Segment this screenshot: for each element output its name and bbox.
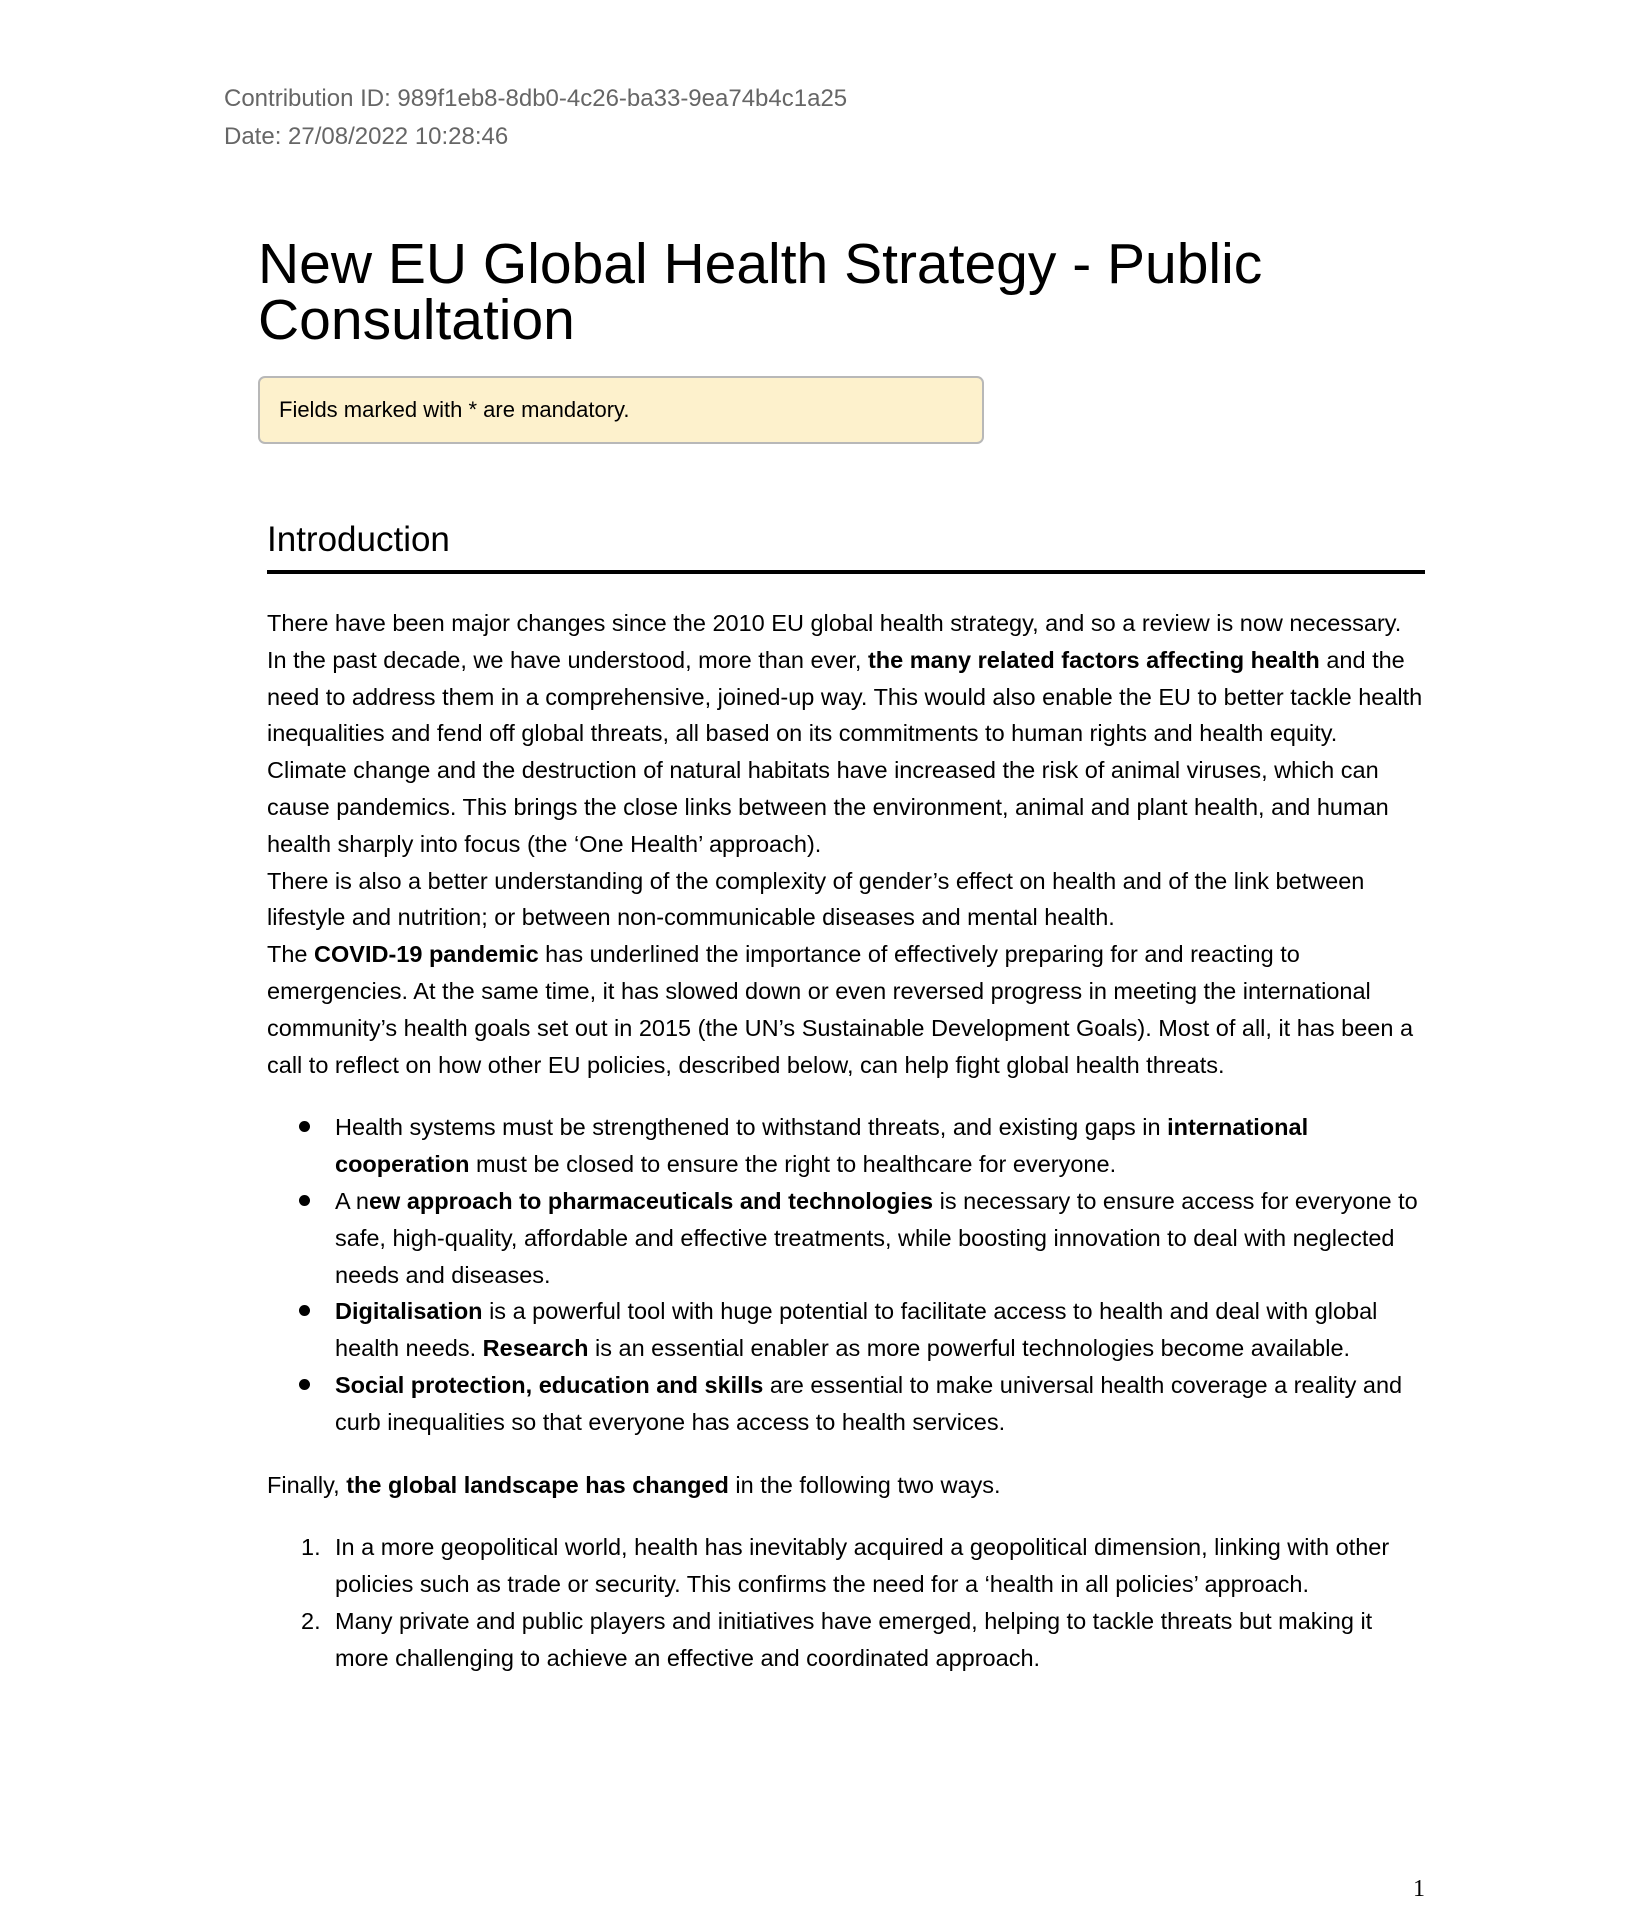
bullet-icon	[299, 1195, 310, 1206]
contribution-meta	[224, 80, 847, 156]
bullet-icon	[299, 1305, 310, 1316]
list-number: 2.	[301, 1607, 321, 1634]
bullet-icon	[299, 1379, 310, 1390]
list-item	[267, 1367, 1427, 1441]
intro-paragraph-5	[267, 936, 1427, 1083]
list-number: 1.	[301, 1534, 321, 1561]
intro-paragraph-3: Climate change and the destruction of natural habitats have increased the risk of animal viruses, which can cause pandemics. This brings the close links between the environment, animal and plant health, and human health sharply into focus (the ‘One Health’ approach).	[267, 757, 1389, 857]
bullet-2-emphasis: ew approach to pharmaceuticals and technologies	[368, 1187, 934, 1214]
bullet-1-text-c: must be closed to ensure the right to healthcare for everyone.	[469, 1151, 1117, 1178]
list-item	[267, 1183, 1427, 1293]
numbered-item-text: Many private and public players and initiatives have emerged, helping to tackle threats but making it more challenging to achieve an effective and coordinated approach.	[335, 1607, 1373, 1671]
bullet-3-text-d: is an essential enabler as more powerful technologies become available.	[588, 1335, 1351, 1362]
bullet-3-emphasis-a: Digitalisation	[335, 1298, 483, 1325]
numbered-list	[267, 1529, 1427, 1676]
intro-p5-text-a: The	[267, 941, 315, 968]
finally-text-c: in the following two ways.	[728, 1471, 1001, 1498]
page-number: 1	[1413, 1876, 1425, 1902]
intro-p5-emphasis: COVID-19 pandemic	[314, 941, 539, 968]
bullet-list	[267, 1109, 1427, 1440]
contribution-date: Date: 27/08/2022 10:28:46	[224, 123, 509, 150]
page-title: New EU Global Health Strategy - Public Consultation	[258, 232, 1263, 352]
list-item	[267, 1603, 1427, 1677]
intro-paragraph-1: There have been major changes since the 2010 EU global health strategy, and so a review is now necessary.	[267, 610, 1402, 636]
intro-p2-emphasis: the many related factors affecting health	[867, 646, 1320, 673]
introduction-body	[267, 605, 1427, 1677]
mandatory-fields-notice: Fields marked with * are mandatory.	[258, 376, 984, 444]
finally-text-a: Finally,	[267, 1471, 347, 1498]
bullet-1-text-a: Health systems must be strengthened to withstand threats, and existing gaps in	[335, 1114, 1168, 1141]
intro-p2-text-c: and the need to address them in a comprehensive, joined-up way. This would also enable the EU to better tackle health inequalities and fend off global threats, all based on its commitments to human rights and health equity.	[267, 646, 1423, 747]
list-item	[267, 1293, 1427, 1367]
intro-paragraph-4: There is also a better understanding of the complexity of gender’s effect on health and of the link between lifestyle and nutrition; or between non-communicable diseases and mental health.	[267, 867, 1365, 931]
bullet-2-text-c: is necessary to ensure access for everyone to safe, high-quality, affordable and effective treatments, while boosting innovation to deal with neglected needs and diseases.	[335, 1187, 1418, 1288]
bullet-1-emphasis: international cooperation	[335, 1114, 1309, 1178]
section-heading-introduction: Introduction	[267, 518, 1425, 574]
finally-emphasis: the global landscape has changed	[346, 1471, 729, 1498]
bullet-icon	[299, 1121, 310, 1132]
bullet-3-text-b: is a powerful tool with huge potential to facilitate access to health and deal with global health needs.	[335, 1298, 1378, 1362]
intro-paragraph-2	[267, 642, 1427, 752]
bullet-2-text-a: A n	[335, 1187, 369, 1214]
intro-p5-text-c: has underlined the importance of effectively preparing for and reacting to emergencies. At the same time, it has slowed down or even reversed progress in meeting the international community’s health goals set out in 2015 (the UN’s Sustainable Development Goals). Most of all, it has been a call to reflect on how other EU policies, described below, can help fight global health threats.	[267, 941, 1414, 1078]
list-item	[267, 1529, 1427, 1603]
contribution-id: Contribution ID: 989f1eb8-8db0-4c26-ba33-9ea74b4c1a25	[224, 85, 848, 112]
bullet-3-emphasis-c: Research	[482, 1335, 589, 1362]
list-item	[267, 1109, 1427, 1183]
finally-paragraph	[267, 1467, 1427, 1504]
numbered-item-text: In a more geopolitical world, health has inevitably acquired a geopolitical dimension, linking with other policies such as trade or security. This confirms the need for a ‘health in all policies’ approach.	[335, 1534, 1390, 1598]
bullet-4-emphasis: Social protection, education and skills	[335, 1371, 764, 1398]
intro-p2-text-a: In the past decade, we have understood, more than ever,	[267, 646, 868, 673]
bullet-4-text-b: are essential to make universal health coverage a reality and curb inequalities so that everyone has access to health services.	[335, 1371, 1403, 1435]
